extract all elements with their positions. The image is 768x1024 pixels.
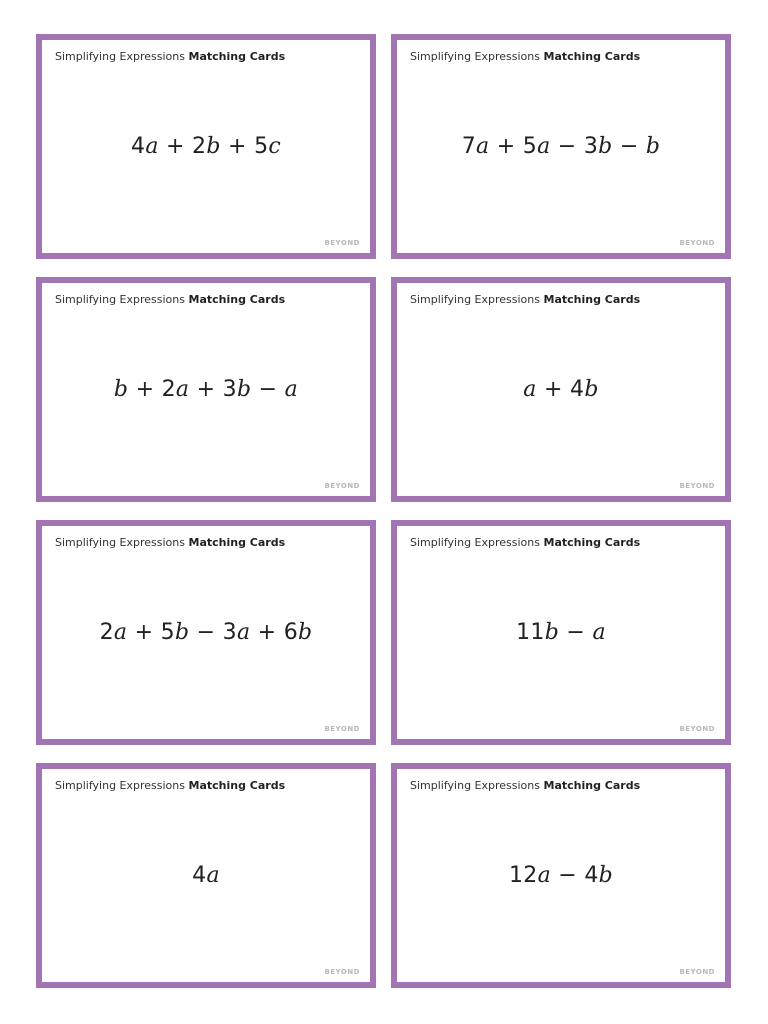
card-expression	[397, 40, 725, 253]
card-header-subject: Simplifying Expressions	[55, 536, 185, 549]
expression-term: 12	[508, 863, 538, 888]
card-expression	[42, 769, 370, 982]
expression-variable: b	[645, 134, 661, 159]
card-header-kind: Matching Cards	[543, 50, 641, 63]
matching-card	[36, 34, 376, 259]
card-expression	[397, 283, 725, 496]
expression-term: + 2	[128, 377, 176, 402]
expression-variable: b	[598, 863, 614, 888]
expression-variable: a	[537, 863, 551, 888]
expression-term: 2	[99, 620, 114, 645]
expression-term: − 4	[551, 863, 599, 888]
expression-term: 4	[131, 134, 146, 159]
expression-term: −	[612, 134, 646, 159]
expression-term: + 5	[127, 620, 175, 645]
expression-term: −	[251, 377, 285, 402]
expression-variable: c	[268, 134, 281, 159]
expression-variable: b	[544, 620, 560, 645]
card-header-kind: Matching Cards	[188, 50, 286, 63]
expression-term: + 6	[250, 620, 299, 645]
expression-variable: a	[476, 134, 490, 159]
expression-term: − 3	[550, 134, 599, 159]
expression-variable: b	[598, 134, 613, 159]
expression-variable: b	[113, 377, 129, 402]
brand-logo: BEYOND	[324, 482, 360, 490]
expression-variable: b	[236, 377, 252, 402]
card-header-kind: Matching Cards	[543, 293, 641, 306]
expression-variable: a	[206, 863, 220, 888]
matching-card	[391, 277, 731, 502]
card-header-kind: Matching Cards	[188, 293, 286, 306]
expression-term: 11	[516, 620, 545, 645]
card-expression	[397, 769, 725, 982]
expression-term: + 3	[189, 377, 237, 402]
expression-term: + 4	[536, 377, 585, 402]
brand-logo: BEYOND	[679, 239, 715, 247]
card-header-subject: Simplifying Expressions	[55, 50, 185, 63]
card-expression	[42, 526, 370, 739]
expression-variable: a	[523, 377, 537, 402]
card-header-kind: Matching Cards	[188, 536, 286, 549]
brand-logo: BEYOND	[324, 239, 360, 247]
expression-variable: a	[537, 134, 551, 159]
card-header-kind: Matching Cards	[188, 779, 286, 792]
card-header-subject: Simplifying Expressions	[410, 293, 540, 306]
expression-term: + 5	[489, 134, 538, 159]
expression-term: −	[559, 620, 593, 645]
matching-card	[391, 34, 731, 259]
expression-variable: a	[175, 377, 190, 402]
expression-variable: b	[174, 620, 190, 645]
expression-variable: a	[284, 377, 299, 402]
card-expression	[42, 283, 370, 496]
matching-card	[391, 520, 731, 745]
card-header-subject: Simplifying Expressions	[55, 779, 185, 792]
card-header-subject: Simplifying Expressions	[410, 536, 540, 549]
brand-logo: BEYOND	[679, 482, 715, 490]
expression-variable: a	[236, 620, 251, 645]
matching-card	[391, 763, 731, 988]
matching-card	[36, 763, 376, 988]
brand-logo: BEYOND	[324, 725, 360, 733]
card-header-subject: Simplifying Expressions	[410, 50, 540, 63]
card-expression	[397, 526, 725, 739]
expression-variable: b	[584, 377, 599, 402]
matching-card	[36, 520, 376, 745]
expression-term: + 2	[158, 134, 207, 159]
expression-variable: a	[592, 620, 606, 645]
expression-term: − 3	[189, 620, 237, 645]
card-header-kind: Matching Cards	[543, 536, 641, 549]
expression-term: + 5	[220, 134, 269, 159]
expression-variable: b	[298, 620, 313, 645]
expression-variable: b	[206, 134, 221, 159]
expression-variable: a	[113, 620, 128, 645]
card-header-kind: Matching Cards	[543, 779, 641, 792]
card-expression	[42, 40, 370, 253]
expression-variable: a	[145, 134, 159, 159]
brand-logo: BEYOND	[324, 968, 360, 976]
expression-term: 7	[461, 134, 477, 159]
brand-logo: BEYOND	[679, 968, 715, 976]
matching-card	[36, 277, 376, 502]
card-header-subject: Simplifying Expressions	[410, 779, 540, 792]
card-header-subject: Simplifying Expressions	[55, 293, 185, 306]
brand-logo: BEYOND	[679, 725, 715, 733]
expression-term: 4	[192, 863, 207, 888]
